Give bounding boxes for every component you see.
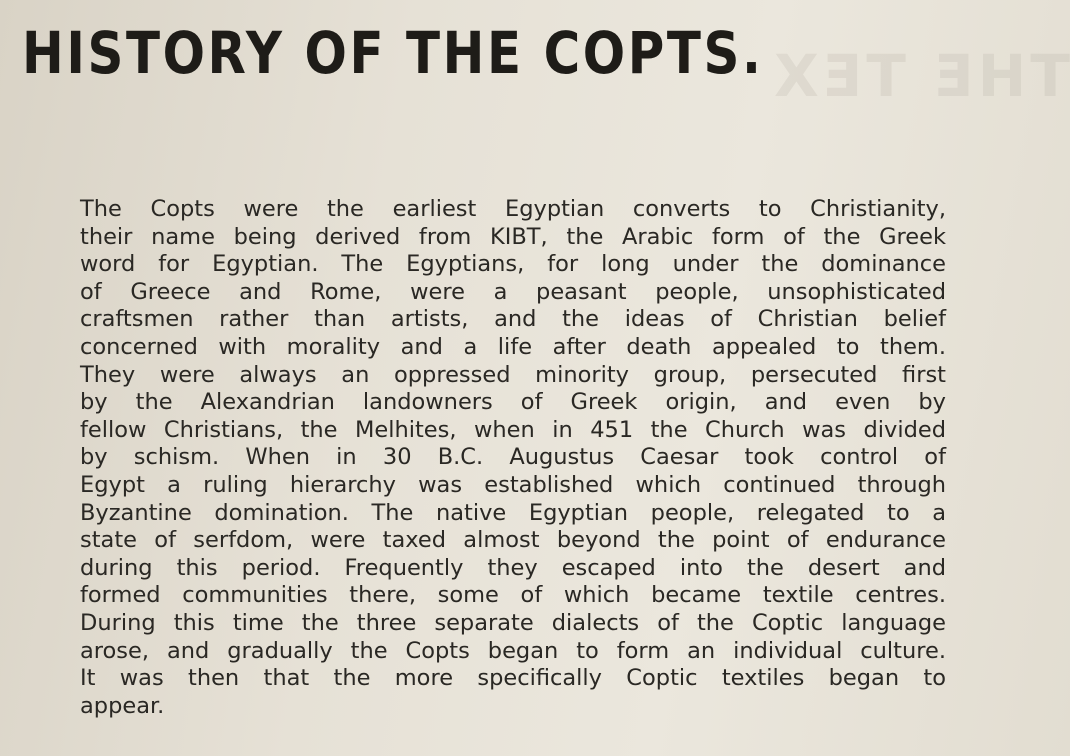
paragraph-line: During this time the three separate dialects of the Coptic language xyxy=(80,609,946,636)
paragraph-line: It was then that the more specifically Coptic textiles began to xyxy=(80,665,946,692)
paragraph-line: The Copts were the earliest Egyptian converts to Christianity, xyxy=(80,196,946,222)
bleed-through-text: THE TEX xyxy=(770,42,1070,110)
paragraph-line: their name being derived from KIBT, the Arabic form of the Greek xyxy=(80,223,946,250)
paragraph-line: during this period. Frequently they escaped into the desert and xyxy=(80,554,946,581)
paragraph-line: They were always an oppressed minority group, persecuted first xyxy=(80,361,946,388)
paragraph-line: appear. xyxy=(80,692,165,719)
body-paragraph xyxy=(80,196,946,720)
paragraph-line: craftsmen rather than artists, and the ideas of Christian belief xyxy=(80,306,946,333)
paragraph-line: state of serfdom, were taxed almost beyond the point of endurance xyxy=(80,527,946,554)
paragraph-line: fellow Christians, the Melhites, when in 451 the Church was divided xyxy=(80,416,946,443)
paragraph-line: concerned with morality and a life after death appealed to them. xyxy=(80,333,946,360)
paragraph-line: formed communities there, some of which became textile centres. xyxy=(80,582,946,609)
paragraph-line: of Greece and Rome, were a peasant people, unsophisticated xyxy=(80,278,946,305)
paragraph-line: Egypt a ruling hierarchy was established which continued through xyxy=(80,471,946,498)
page-title: HISTORY OF THE COPTS. xyxy=(22,19,764,87)
paragraph-line: by schism. When in 30 B.C. Augustus Caesar took control of xyxy=(80,444,946,471)
paragraph-line: Byzantine domination. The native Egyptian people, relegated to a xyxy=(80,499,946,526)
paragraph-line: by the Alexandrian landowners of Greek origin, and even by xyxy=(80,389,946,416)
paragraph-line: arose, and gradually the Copts began to form an individual culture. xyxy=(80,637,946,664)
paragraph-line: word for Egyptian. The Egyptians, for long under the dominance xyxy=(80,251,946,278)
